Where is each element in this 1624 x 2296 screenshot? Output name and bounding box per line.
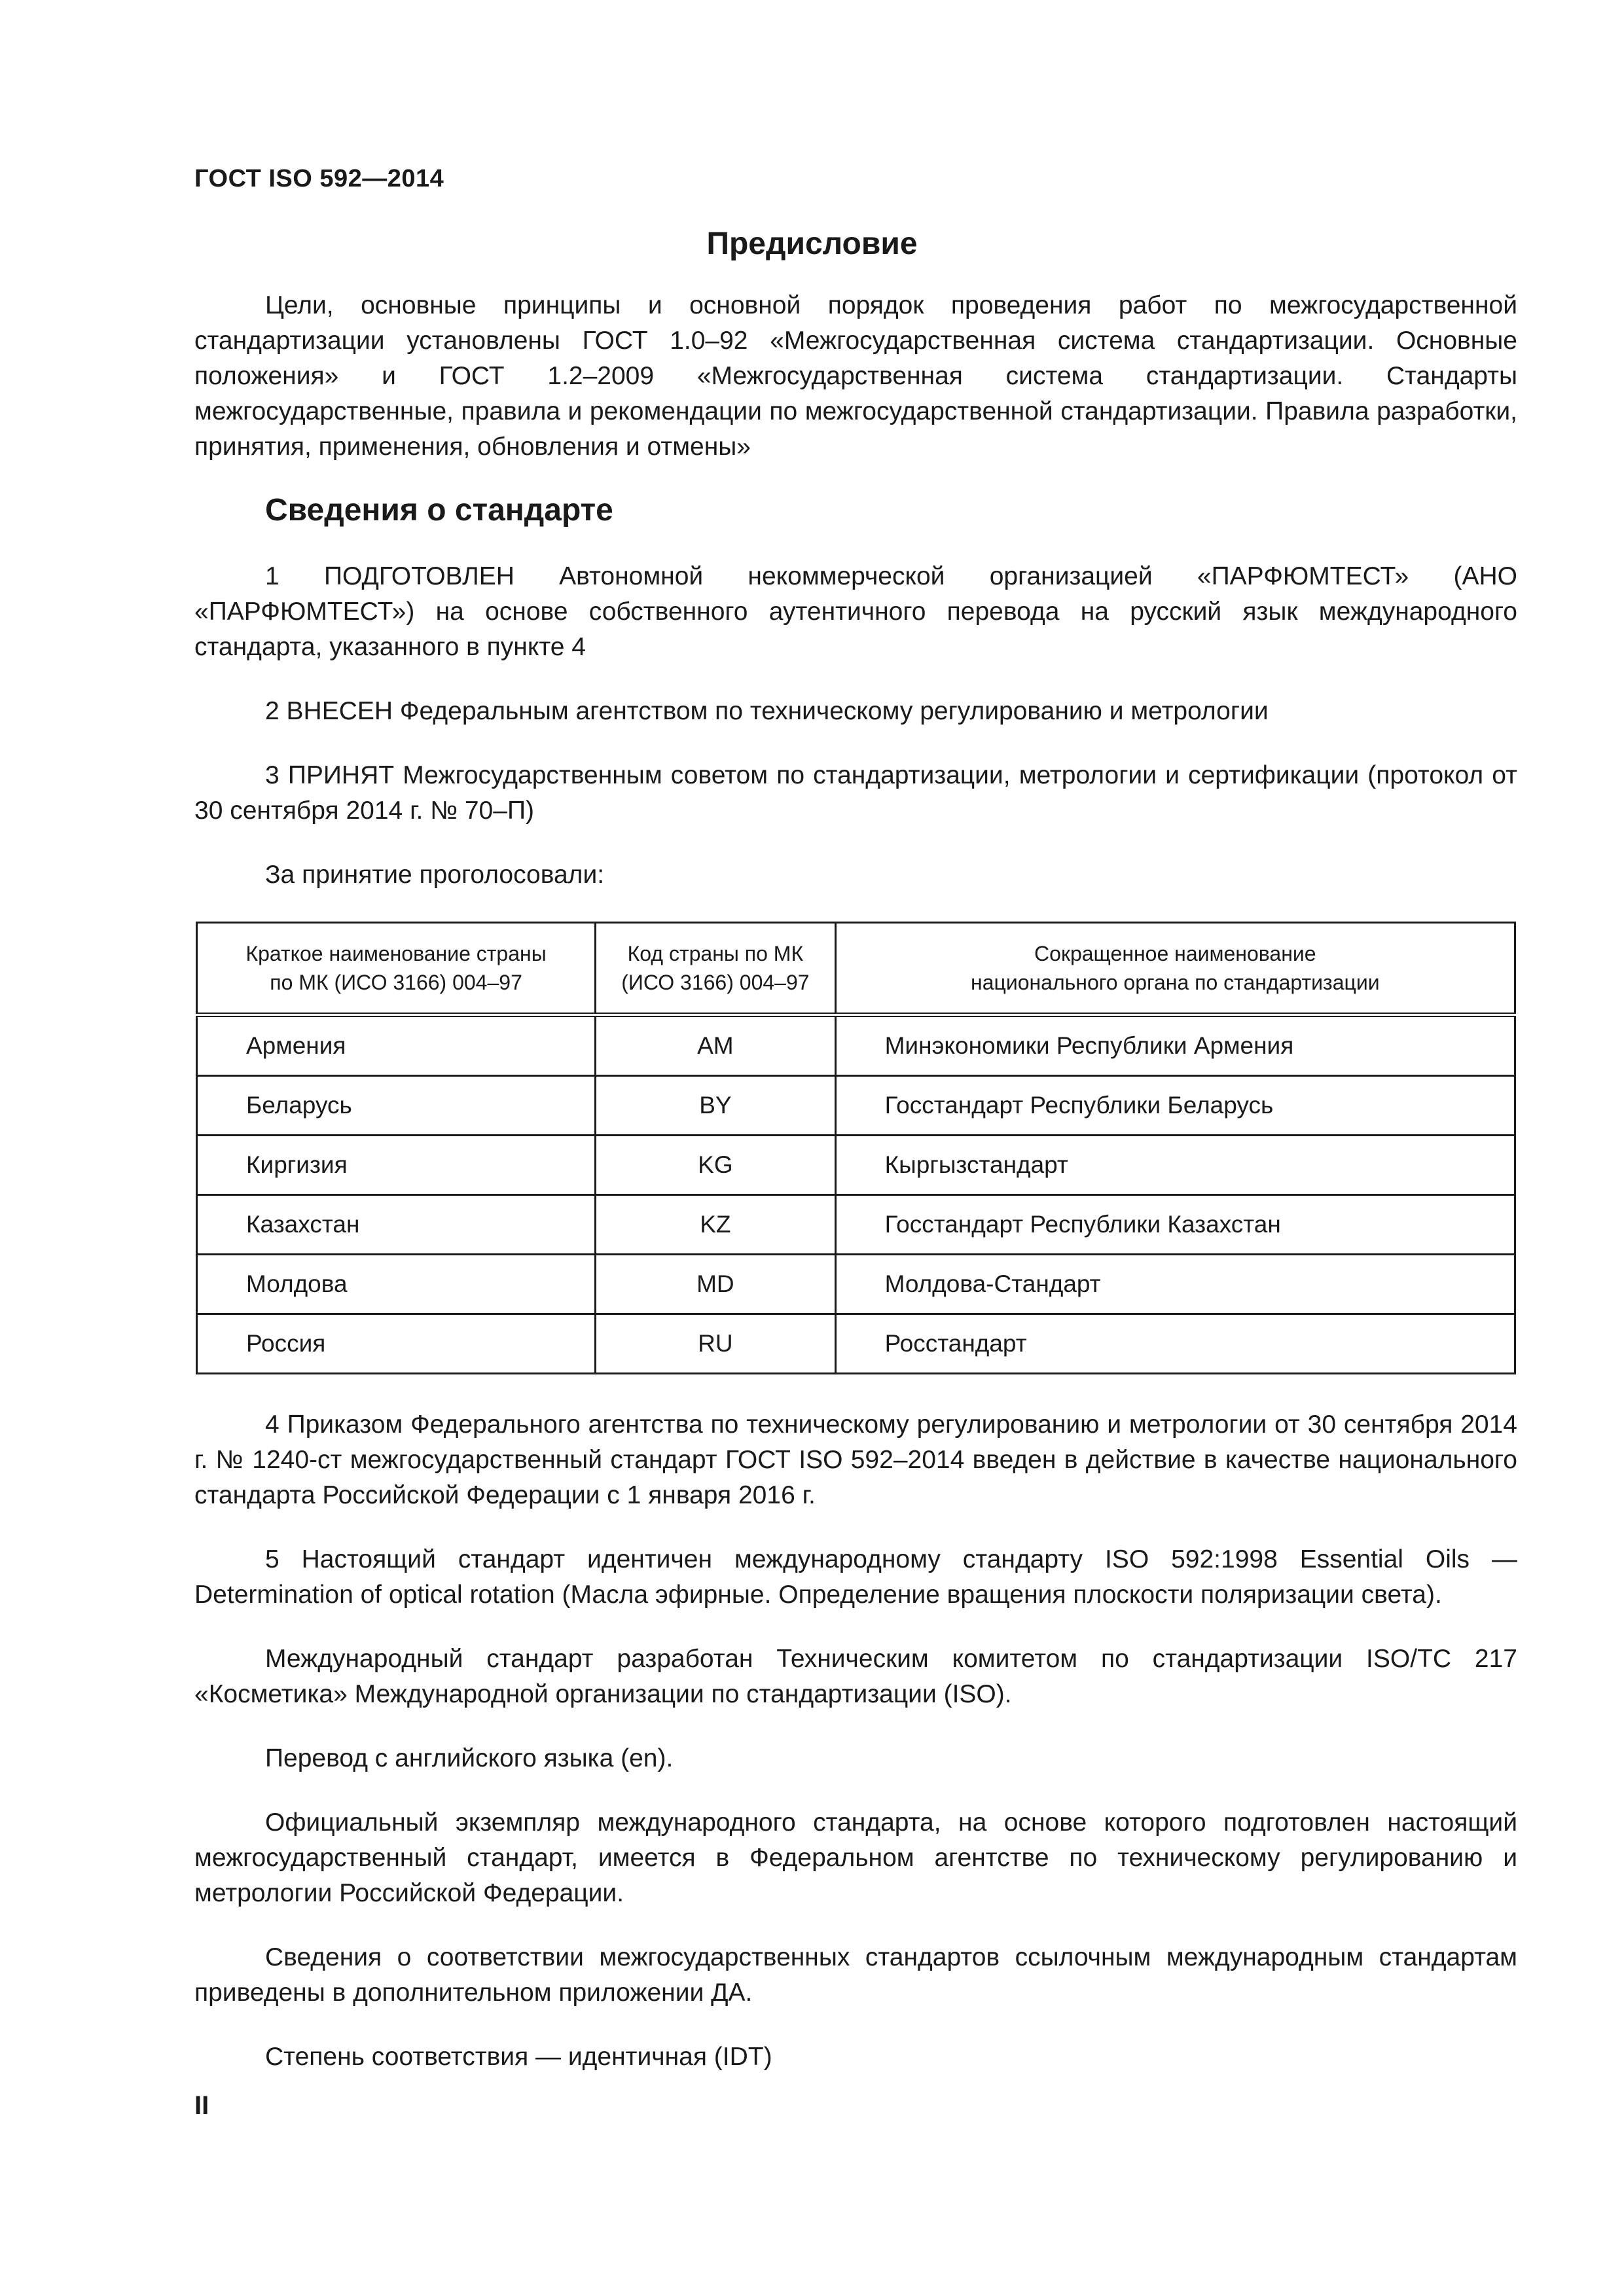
table-row (197, 1314, 1515, 1374)
translation-paragraph: Перевод с английского языка (en). (265, 1744, 674, 1772)
official-copy-paragraph: Официальный экземпляр международного стандарта, на основе которого подготовлен настоящий межгосударственный стандарт, имеется в Федеральном агентстве по техническому регулированию и метрологии Российской Федерации. (194, 1808, 1517, 1907)
national-body-cell: Росстандарт (835, 1314, 1515, 1374)
country-code-cell: BY (596, 1076, 835, 1136)
header-country-code-line2: (ИСО 3166) 004–97 (621, 971, 810, 994)
header-country-name (197, 923, 596, 1015)
header-country-code-line1: Код страны по МК (627, 942, 804, 965)
country-name-cell: Россия (197, 1314, 596, 1374)
header-national-body-line1: Сокращенное наименование (1034, 942, 1316, 965)
country-name-cell: Молдова (197, 1255, 596, 1314)
correspondence-paragraph: Сведения о соответствии межгосударственных стандартов ссылочным международным стандартам приведены в дополнительном приложении ДА. (194, 1943, 1517, 2007)
intl-standard-paragraph: Международный стандарт разработан Техническим комитетом по стандартизации ISO/TC 217 «Косметика» Международной организации по стандартизации (ISO). (194, 1645, 1517, 1708)
header-country-code (596, 923, 835, 1015)
item-4-paragraph: 4 Приказом Федерального агентства по техническому регулированию и метрологии от 30 сентября 2014 г. № 1240-ст межгосударственный стандарт ГОСТ ISO 592–2014 введен в действие в качестве национального стандарта Российской Федерации с 1 января 2016 г. (194, 1410, 1517, 1509)
country-code-cell: AM (596, 1015, 835, 1076)
page-title: Предисловие (706, 226, 918, 261)
country-name-cell: Киргизия (197, 1136, 596, 1195)
table-row (197, 1015, 1515, 1076)
country-code-cell: KZ (596, 1195, 835, 1255)
country-code-cell: KG (596, 1136, 835, 1195)
item-2-paragraph: 2 ВНЕСЕН Федеральным агентством по техническому регулированию и метрологии (265, 697, 1269, 725)
header-country-name-line1: Краткое наименование страны (245, 942, 547, 965)
page-number: II (194, 2091, 209, 2120)
header-national-body-line2: национального органа по стандартизации (971, 971, 1380, 994)
country-code-cell: RU (596, 1314, 835, 1374)
country-name-cell: Казахстан (197, 1195, 596, 1255)
header-national-body (835, 923, 1515, 1015)
national-body-cell: Госстандарт Республики Казахстан (835, 1195, 1515, 1255)
national-body-cell: Молдова-Стандарт (835, 1255, 1515, 1314)
national-body-cell: Минэкономики Республики Армения (835, 1015, 1515, 1076)
item-1-paragraph: 1 ПОДГОТОВЛЕН Автономной некоммерческой организацией «ПАРФЮМТЕСТ» (АНО «ПАРФЮМТЕСТ») на основе собственного аутентичного перевода на русский язык международного стандарта, указанного в пункте 4 (194, 562, 1517, 661)
table-row (197, 1136, 1515, 1195)
voting-table (196, 922, 1516, 1374)
item-3-paragraph: 3 ПРИНЯТ Межгосударственным советом по стандартизации, метрологии и сертификации (протокол от 30 сентября 2014 г. № 70–П) (194, 761, 1517, 825)
vote-intro: За принятие проголосовали: (265, 861, 605, 889)
table-row (197, 1076, 1515, 1136)
table-row (197, 1195, 1515, 1255)
national-body-cell: Кыргызстандарт (835, 1136, 1515, 1195)
country-name-cell: Армения (197, 1015, 596, 1076)
country-name-cell: Беларусь (197, 1076, 596, 1136)
document-body (194, 288, 1517, 2075)
intro-paragraph: Цели, основные принципы и основной порядок проведения работ по межгосударственной стандартизации установлены ГОСТ 1.0–92 «Межгосударственная система стандартизации. Основные положения» и ГОСТ 1.2–2009 «Межгосударственная система стандартизации. Стандарты межгосударственные, правила и рекомендации по межгосударственной стандартизации. Правила разработки, принятия, применения, обновления и отмены» (194, 291, 1517, 461)
national-body-cell: Госстандарт Республики Беларусь (835, 1076, 1515, 1136)
item-5-paragraph: 5 Настоящий стандарт идентичен международному стандарту ISO 592:1998 Essential Oils — Determination of optical rotation (Масла эфирные. Определение вращения плоскости поляризации света). (194, 1545, 1517, 1609)
standard-code: ГОСТ ISO 592—2014 (194, 165, 444, 192)
degree-paragraph: Степень соответствия — идентичная (IDT) (265, 2043, 772, 2071)
country-code-cell: MD (596, 1255, 835, 1314)
table-header-row (197, 923, 1515, 1015)
section-title: Сведения о стандарте (265, 493, 613, 528)
table-row (197, 1255, 1515, 1314)
header-country-name-line2: по МК (ИСО 3166) 004–97 (270, 971, 522, 994)
